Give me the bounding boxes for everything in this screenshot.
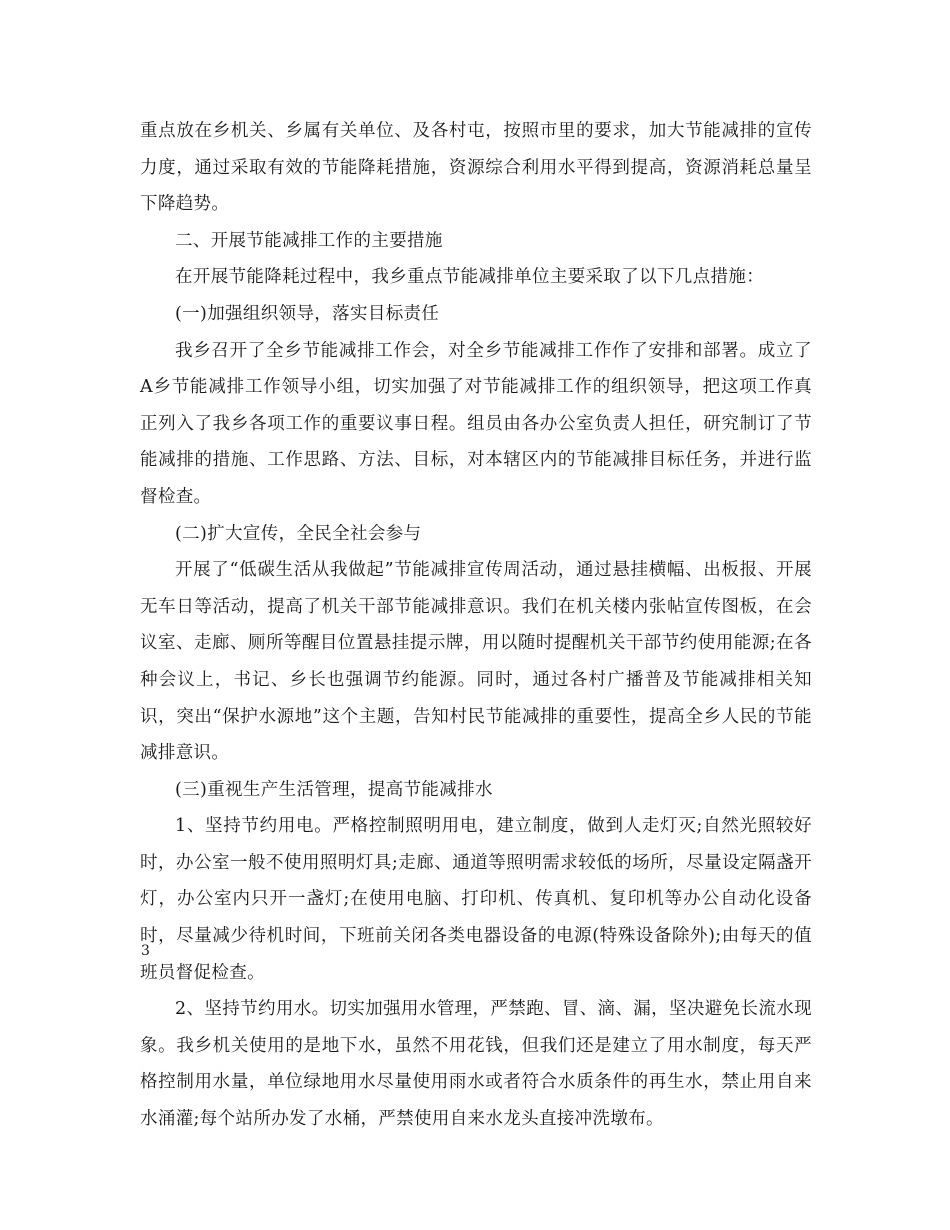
- subheading-production-management: (三)重视生产生活管理，提高节能减排水: [175, 779, 493, 800]
- section-heading-main-measures: 二、开展节能减排工作的主要措施: [175, 230, 443, 251]
- document-body: [140, 113, 812, 1138]
- paragraph-intro-continued: 重点放在乡机关、乡属有关单位、及各村屯，按照市里的要求，加大节能减排的宣传力度，通过采取有效的节能降耗措施，资源综合利用水平得到提高，资源消耗总量呈下降趋势。: [140, 121, 812, 215]
- paragraph-save-water: 2、坚持节约用水。切实加强用水管理，严禁跑、冒、滴、漏，坚决避免长流水现象。我乡机关使用的是地下水，虽然不用花钱，但我们还是建立了用水制度，每天严格控制用水量，单位绿地用水尽量使用雨水或者符合水质条件的再生水，禁止用自来水涌灌;每个站所办发了水桶，严禁使用自来水龙头直接冲洗墩布。: [140, 999, 812, 1130]
- subheading-publicity: (二)扩大宣传，全民全社会参与: [175, 523, 422, 544]
- subheading-organization-leadership: (一)加强组织领导，落实目标责任: [175, 303, 440, 324]
- paragraph-leadership-group: 我乡召开了全乡节能减排工作会，对全乡节能减排工作作了安排和部署。成立了A乡节能减排工作领导小组，切实加强了对节能减排工作的组织领导，把这项工作真正列入了我乡各项工作的重要议事日程。组员由各办公室负责人担任，研究制订了节能减排的措施、工作思路、方法、目标，对本辖区内的节能减排目标任务，并进行监督检查。: [140, 340, 812, 507]
- paragraph-publicity-activities: 开展了“低碳生活从我做起”节能减排宣传周活动，通过悬挂横幅、出板报、开展无车日等活动，提高了机关干部节能减排意识。我们在机关楼内张帖宣传图板，在会议室、走廊、厕所等醒目位置悬挂提示牌，用以随时提醒机关干部节约使用能源;在各种会议上，书记、乡长也强调节约能源。同时，通过各村广播普及节能减排相关知识，突出“保护水源地”这个主题，告知村民节能减排的重要性，提高全乡人民的节能减排意识。: [140, 560, 812, 764]
- paragraph-measures-intro: 在开展节能降耗过程中，我乡重点节能减排单位主要采取了以下几点措施：: [175, 267, 765, 288]
- page-number: 3: [141, 943, 150, 959]
- paragraph-save-electricity: 1、坚持节约用电。严格控制照明用电，建立制度，做到人走灯灭;自然光照较好时，办公室一般不使用照明灯具;走廊、通道等照明需求较低的场所，尽量设定隔盏开灯，办公室内只开一盏灯;在使用电脑、打印机、传真机、复印机等办公自动化设备时，尽量减少待机时间，下班前关闭各类电器设备的电源(特殊设备除外);由每天的值班员督促检查。: [140, 816, 812, 983]
